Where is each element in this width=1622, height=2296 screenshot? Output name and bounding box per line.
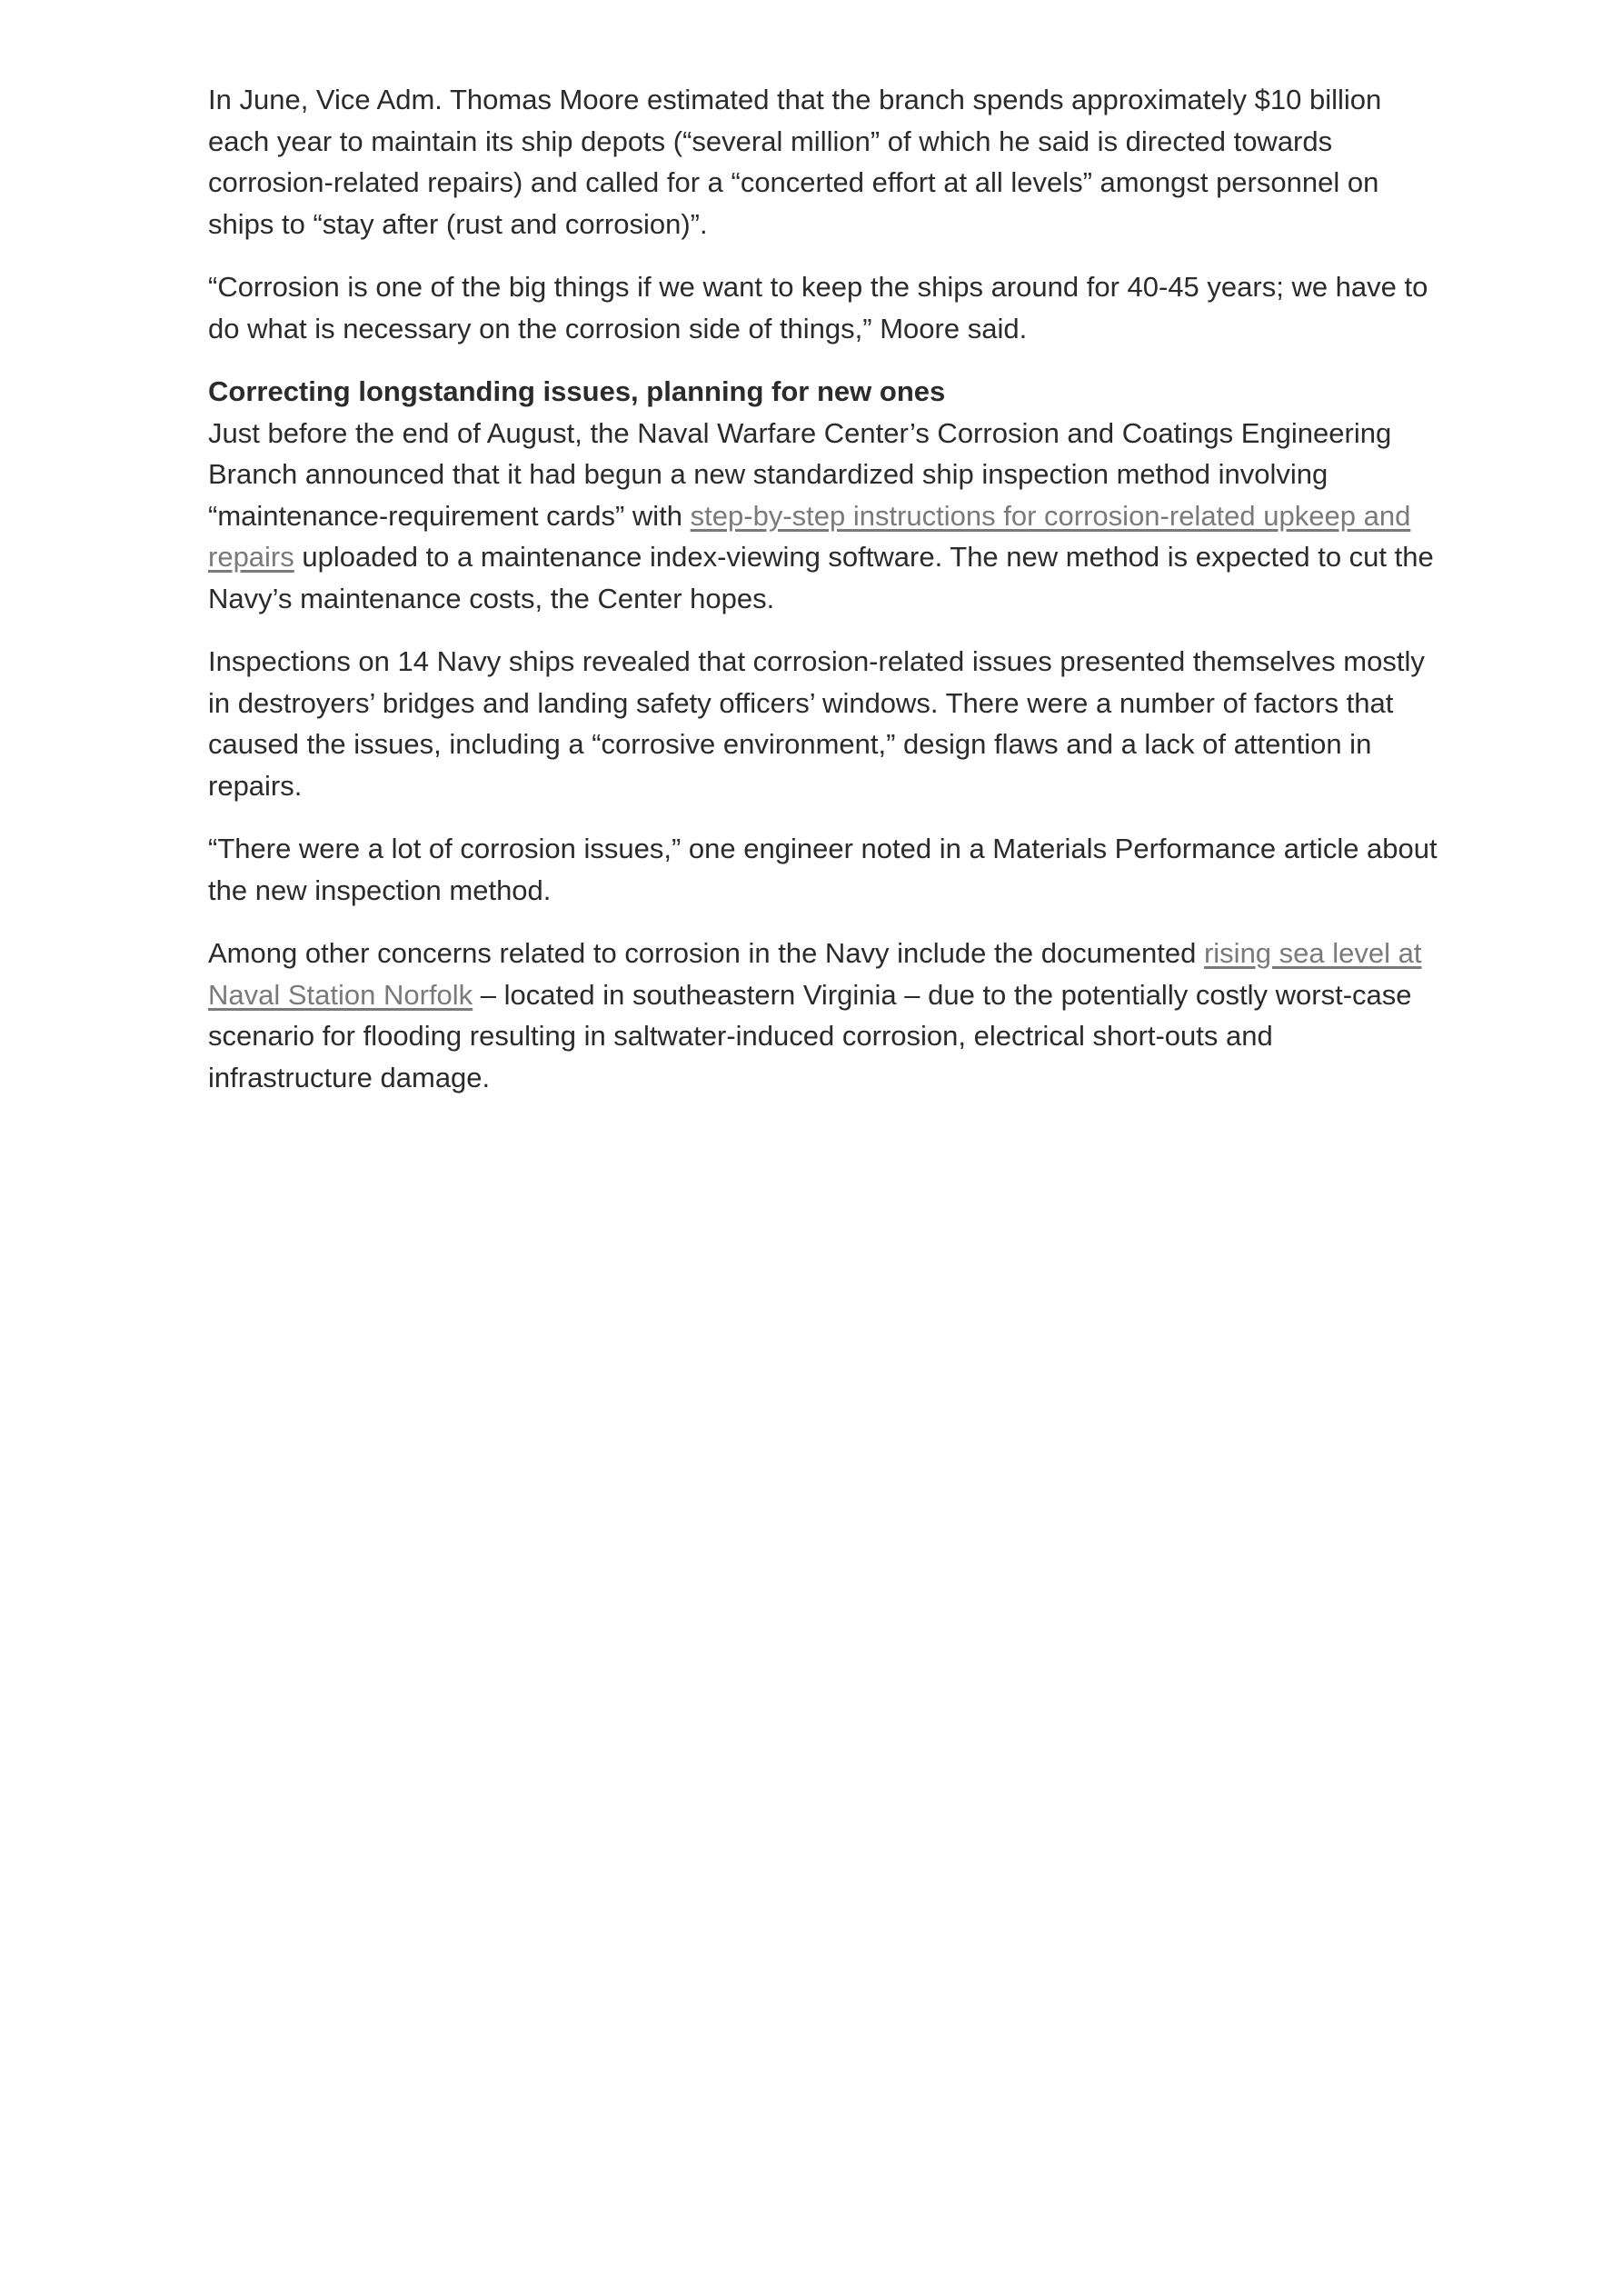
paragraph-sea-level bbox=[208, 933, 1444, 1098]
sea-level-text-end: – located in southeastern Virginia – due to the potentially costly worst-case scenario for flooding resulting in saltwater-induced corrosion, electrical short-outs and infrastructure damage. bbox=[208, 978, 1412, 1093]
paragraph-inspection-findings: Inspections on 14 Navy ships revealed that corrosion-related issues presented themselves mostly in destroyers’ bridges and landing safety officers’ windows. There were a number of factors that caused the issues, including a “corrosive environment,” design flaws and a lack of attention in repairs. bbox=[208, 645, 1425, 802]
link-rising-sea-level[interactable]: rising sea level at Naval Station Norfolk bbox=[208, 937, 1422, 1011]
paragraph-inspection-method bbox=[208, 417, 1434, 614]
section-heading: Correcting longstanding issues, planning for new ones bbox=[208, 375, 946, 407]
paragraph-moore-quote: “Corrosion is one of the big things if we want to keep the ships around for 40-45 years; we have to do what is necessary on the corrosion side of things,” Moore said. bbox=[208, 271, 1428, 344]
inspection-text-end: uploaded to a maintenance index-viewing software. The new method is expected to cut the Navy’s maintenance costs, the Center hopes. bbox=[208, 541, 1434, 614]
sea-level-text-start: Among other concerns related to corrosion in the Navy include the documented bbox=[208, 937, 1204, 969]
article-body bbox=[208, 79, 1444, 1120]
paragraph-engineer-quote: “There were a lot of corrosion issues,” one engineer noted in a Materials Performance article about the new inspection method. bbox=[208, 833, 1438, 906]
link-step-by-step-instructions[interactable]: step-by-step instructions for corrosion-related upkeep and repairs bbox=[208, 499, 1411, 573]
section-longstanding-issues bbox=[208, 371, 1444, 619]
inspection-text-start: Just before the end of August, the Naval Warfare Center’s Corrosion and Coatings Engineering Branch announced that it had begun a new standardized ship inspection method involving “maintenance-requirement cards” with bbox=[208, 416, 1392, 532]
paragraph-moore-estimate: In June, Vice Adm. Thomas Moore estimated that the branch spends approximately $10 billion each year to maintain its ship depots (“several million” of which he said is directed towards corrosion-related repairs) and called for a “concerted effort at all levels” amongst personnel on ships to “stay after (rust and corrosion)”. bbox=[208, 84, 1382, 240]
